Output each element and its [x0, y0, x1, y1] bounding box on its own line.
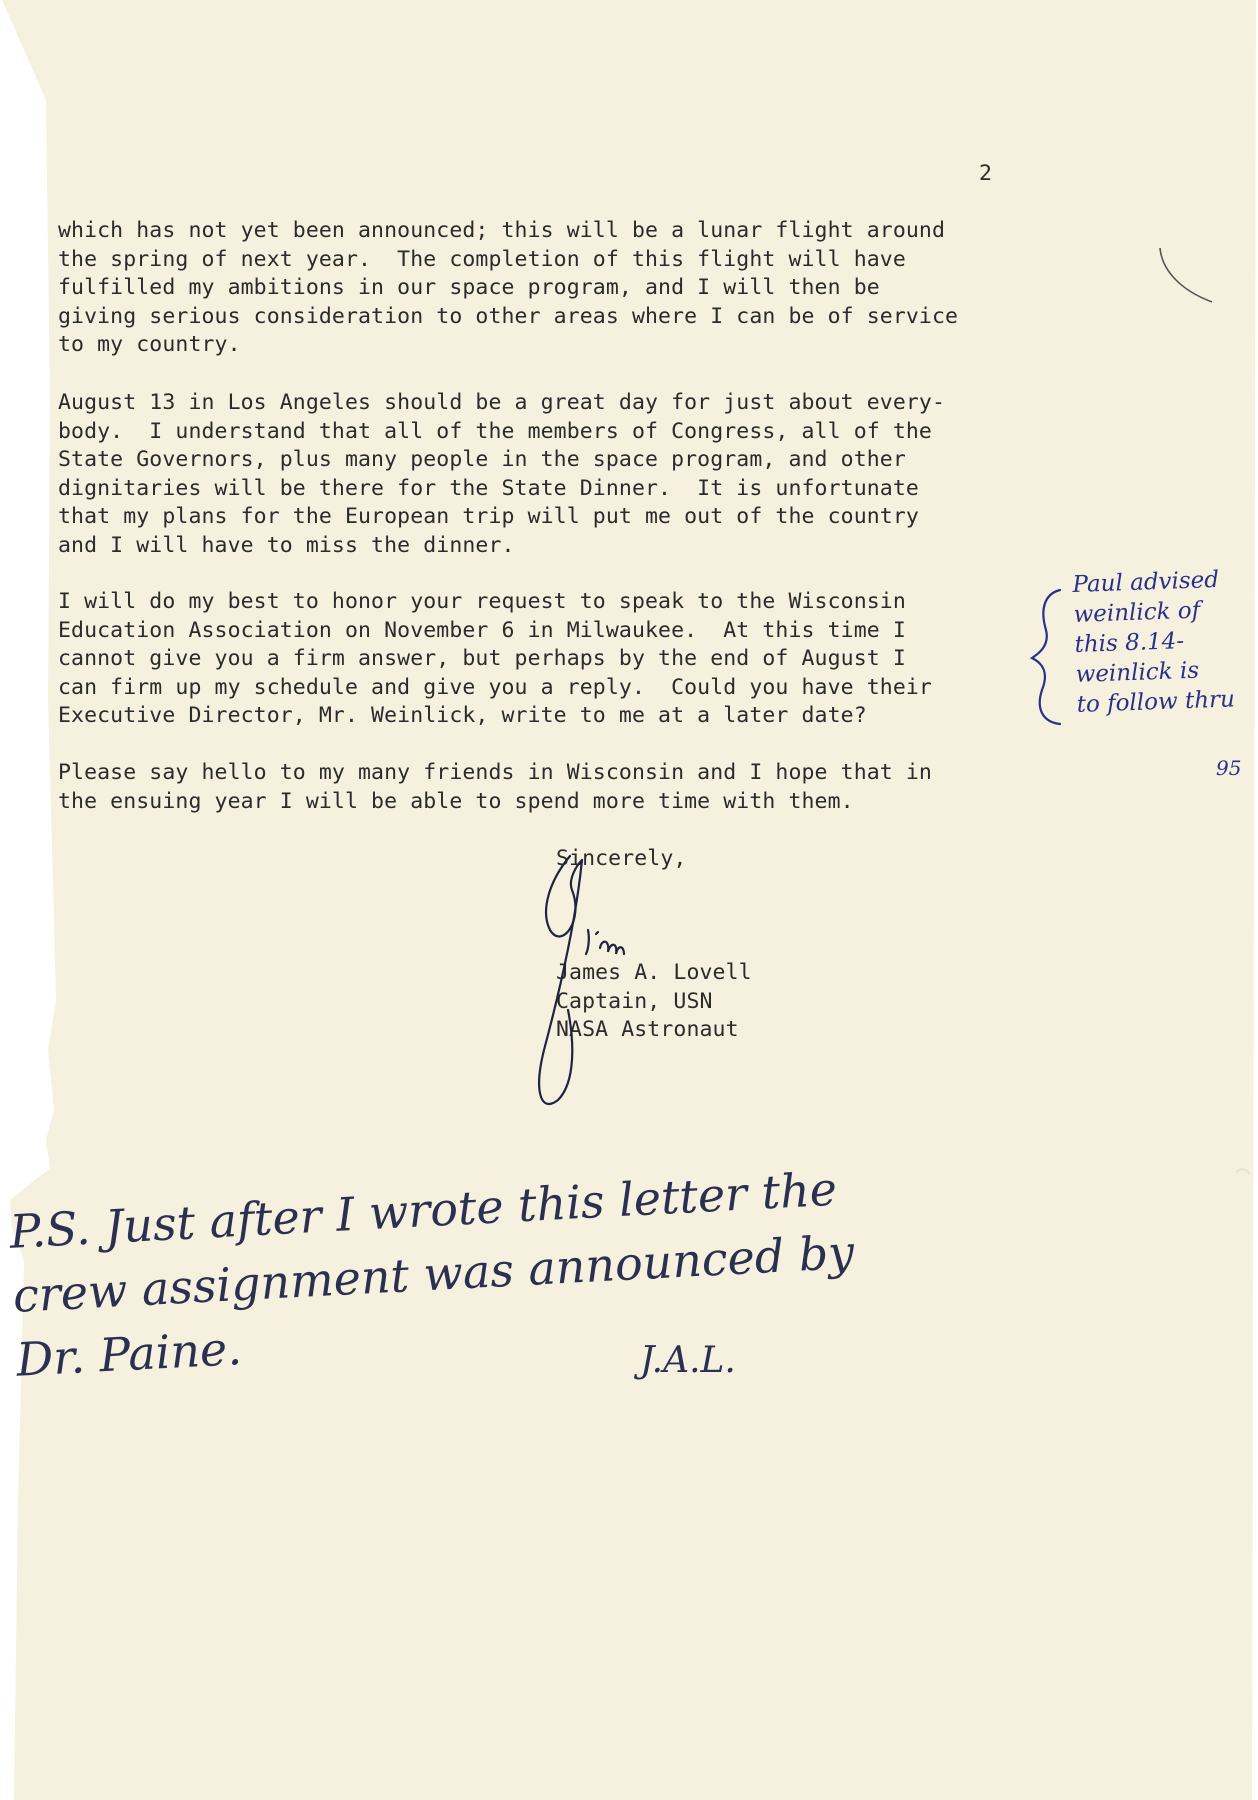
letter-paragraph-3: I will do my best to honor your request to speak to the Wisconsin Education Association on November 6 in Milwaukee. At this time I cannot give you a firm answer, but perhaps by the end of August I can firm up my schedule and give you a reply. Could you have their Executive Director, Mr. Weinlick, write to me at a later date? — [58, 589, 932, 728]
letter-paragraph-4: Please say hello to my many friends in Wisconsin and I hope that in the ensuing year I will be able to spend more time with them. — [58, 760, 932, 814]
postscript-note: P.S. Just after I wrote this letter the crew assignment was announced by Dr. Paine. — [8, 1161, 856, 1387]
letter-paragraph-1: which has not yet been announced; this will be a lunar flight around the spring of next year. The completion of this flight will have fulfilled my ambitions in our space program, and I will then be giving serious consideration to other areas where I can be of service to my country. — [58, 218, 959, 357]
signer-name: James A. Lovell — [556, 960, 752, 985]
signer-title: NASA Astronaut — [556, 1017, 739, 1042]
margin-bracket — [1020, 580, 1080, 740]
page-number: 2 — [979, 161, 993, 186]
margin-note: Paul advised weinlick of this 8.14- weinlick is to follow thru — [1072, 566, 1236, 718]
letter-paragraph-2: August 13 in Los Angeles should be a great day for just about every- body. I understand that all of the members of Congress, all of the State Governors, plus many people in the space program, and other dignitaries will be there for the State Dinner. It is unfortunate that my plans for the European trip will put me out of the country and I will have to miss the dinner. — [58, 390, 945, 558]
signer-rank: Captain, USN — [556, 988, 713, 1014]
handwritten-signature — [510, 850, 670, 1110]
postscript-initials: J.A.L. — [640, 1340, 736, 1381]
closing: Sincerely, — [556, 846, 687, 871]
margin-tick-mark — [1150, 240, 1230, 320]
margin-initials: 95 — [1216, 756, 1242, 780]
